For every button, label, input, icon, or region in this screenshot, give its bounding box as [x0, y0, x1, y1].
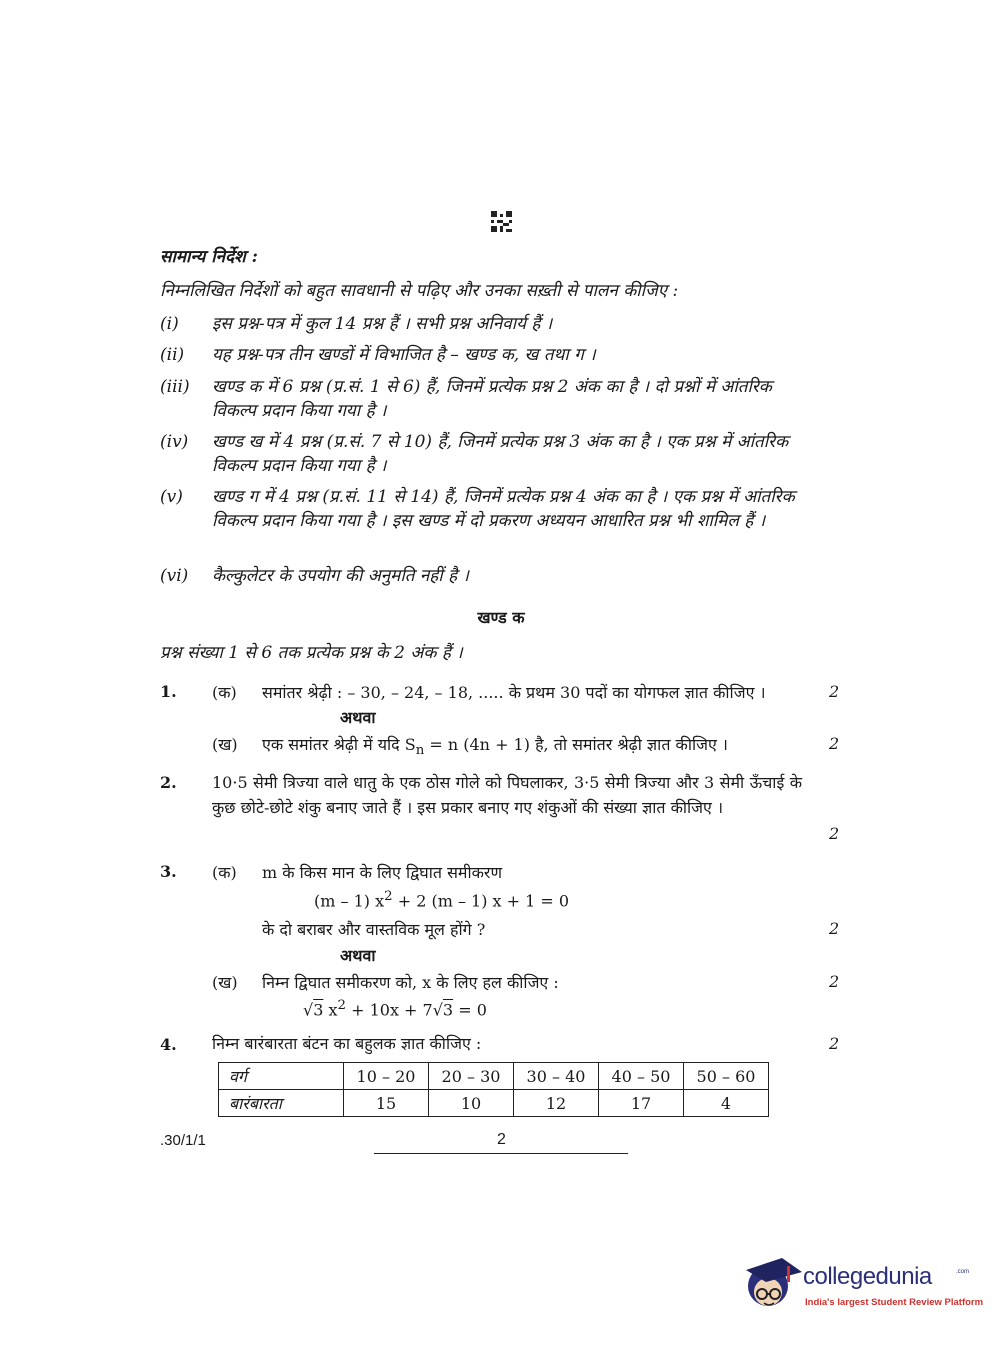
table-cell: 40 – 50: [599, 1063, 684, 1090]
option-label: (क): [212, 863, 237, 882]
question-number: 4.: [160, 1035, 177, 1054]
question-text: के दो बराबर और वास्तविक मूल होंगे ?: [262, 920, 486, 939]
instruction-text: खण्ड ख में 4 प्रश्न (प्र.सं. 7 से 10) हैं, जिनमें प्रत्येक प्रश्न 3 अंक का है । एक प्रश्न में आंतरिक विकल्प प्रदान किया गया है ।: [212, 432, 789, 476]
instruction-text: यह प्रश्न-पत्र तीन खण्डों में विभाजित है – खण्ड क, ख तथा ग ।: [212, 345, 596, 365]
table-cell: 30 – 40: [514, 1063, 599, 1090]
question-marks: 2: [829, 734, 840, 753]
question-number: 3.: [160, 862, 177, 881]
instruction-text: कैल्कुलेटर के उपयोग की अनुमति नहीं है ।: [212, 566, 469, 586]
equation: √3 $x^2 + 10x + 7√3 = 0$: [303, 998, 487, 1020]
question-text: निम्न बारंबारता बंटन का बहुलक ज्ञात कीजिए :: [212, 1034, 482, 1053]
question-text: 10·5 सेमी त्रिज्या वाले धातु के एक ठोस गोले को पिघलाकर, 3·5 सेमी त्रिज्या और 3 सेमी ऊँचाई के कुछ छोटे-छोटे शंकु बनाए जाते हैं । इस प्रकार बनाए गए शंकुओं की संख्या ज्ञात कीजिए ।: [212, 773, 802, 817]
instruction-number: (iv): [160, 432, 189, 452]
equation: (m – 1) $x^2 + 2$ (m – 1) x + 1 = 0: [314, 889, 570, 911]
option-label: (ख): [212, 735, 238, 754]
question-text: निम्न द्विघात समीकरण को, x के लिए हल कीजिए :: [262, 973, 559, 992]
logo-tagline: India's largest Student Review Platform: [805, 1297, 984, 1308]
table-cell: 50 – 60: [684, 1063, 769, 1090]
instruction-text: खण्ड क में 6 प्रश्न (प्र.सं. 1 से 6) हैं, जिनमें प्रत्येक प्रश्न 2 अंक का है । दो प्रश्नों में आंतरिक विकल्प प्रदान किया गया है ।: [212, 377, 772, 421]
instruction-number: (i): [160, 314, 179, 334]
question-number: 1.: [160, 682, 177, 701]
question-text: समांतर श्रेढ़ी : – 30, – 24, – 18, ..... के प्रथम 30 पदों का योगफल ज्ञात कीजिए ।: [262, 683, 766, 702]
or-label: अथवा: [340, 946, 376, 965]
table-row: [219, 1063, 769, 1090]
question-marks: 2: [829, 1034, 840, 1053]
table-cell: 12: [514, 1090, 599, 1117]
instruction-number: (ii): [160, 345, 185, 365]
instruction-number: (v): [160, 487, 183, 507]
logo-wordmark: collegedunia: [803, 1263, 932, 1290]
table-row-header: बारंबारता: [219, 1090, 344, 1117]
instruction-text: खण्ड ग में 4 प्रश्न (प्र.सं. 11 से 14) हैं, जिनमें प्रत्येक प्रश्न 4 अंक का है । एक प्रश्न में आंतरिक विकल्प प्रदान किया गया है । इस खण्ड में दो प्रकरण अध्ययन आधारित प्रश्न भी शामिल हैं ।: [212, 487, 795, 531]
qr-code-icon: [491, 211, 512, 232]
mascot-icon: [742, 1252, 804, 1314]
table-row-header: वर्ग: [219, 1063, 344, 1090]
section-note: प्रश्न संख्या 1 से 6 तक प्रत्येक प्रश्न के 2 अंक हैं ।: [160, 643, 463, 663]
paper-code: .30/1/1: [160, 1132, 206, 1149]
table-cell: 15: [344, 1090, 429, 1117]
table-cell: 10 – 20: [344, 1063, 429, 1090]
logo-domain: .com: [956, 1269, 970, 1275]
footer-rule: [374, 1153, 628, 1154]
question-marks: 2: [829, 919, 840, 938]
or-label: अथवा: [340, 708, 376, 727]
instruction-text: इस प्रश्न-पत्र में कुल 14 प्रश्न हैं । सभी प्रश्न अनिवार्य हैं ।: [212, 314, 553, 334]
section-title: खण्ड क: [477, 608, 525, 627]
question-marks: 2: [829, 824, 840, 843]
option-label: (क): [212, 683, 237, 702]
question-marks: 2: [829, 682, 840, 701]
question-number: 2.: [160, 773, 177, 792]
question-text: एक समांतर श्रेढ़ी में यदि $S_n = n$ (4n + 1) है, तो समांतर श्रेढ़ी ज्ञात कीजिए ।: [262, 735, 728, 759]
general-instructions-heading: सामान्य निर्देश :: [160, 247, 258, 267]
frequency-table: [218, 1062, 769, 1117]
instruction-number: (vi): [160, 566, 189, 586]
page-number: 2: [497, 1131, 506, 1148]
table-cell: 4: [684, 1090, 769, 1117]
table-cell: 10: [429, 1090, 514, 1117]
table-cell: 17: [599, 1090, 684, 1117]
instruction-number: (iii): [160, 377, 190, 397]
question-marks: 2: [829, 972, 840, 991]
question-text: m के किस मान के लिए द्विघात समीकरण: [262, 863, 503, 882]
table-cell: 20 – 30: [429, 1063, 514, 1090]
option-label: (ख): [212, 973, 238, 992]
table-row: [219, 1090, 769, 1117]
instructions-intro: निम्नलिखित निर्देशों को बहुत सावधानी से पढ़िए और उनका सख़्ती से पालन कीजिए :: [160, 281, 679, 301]
